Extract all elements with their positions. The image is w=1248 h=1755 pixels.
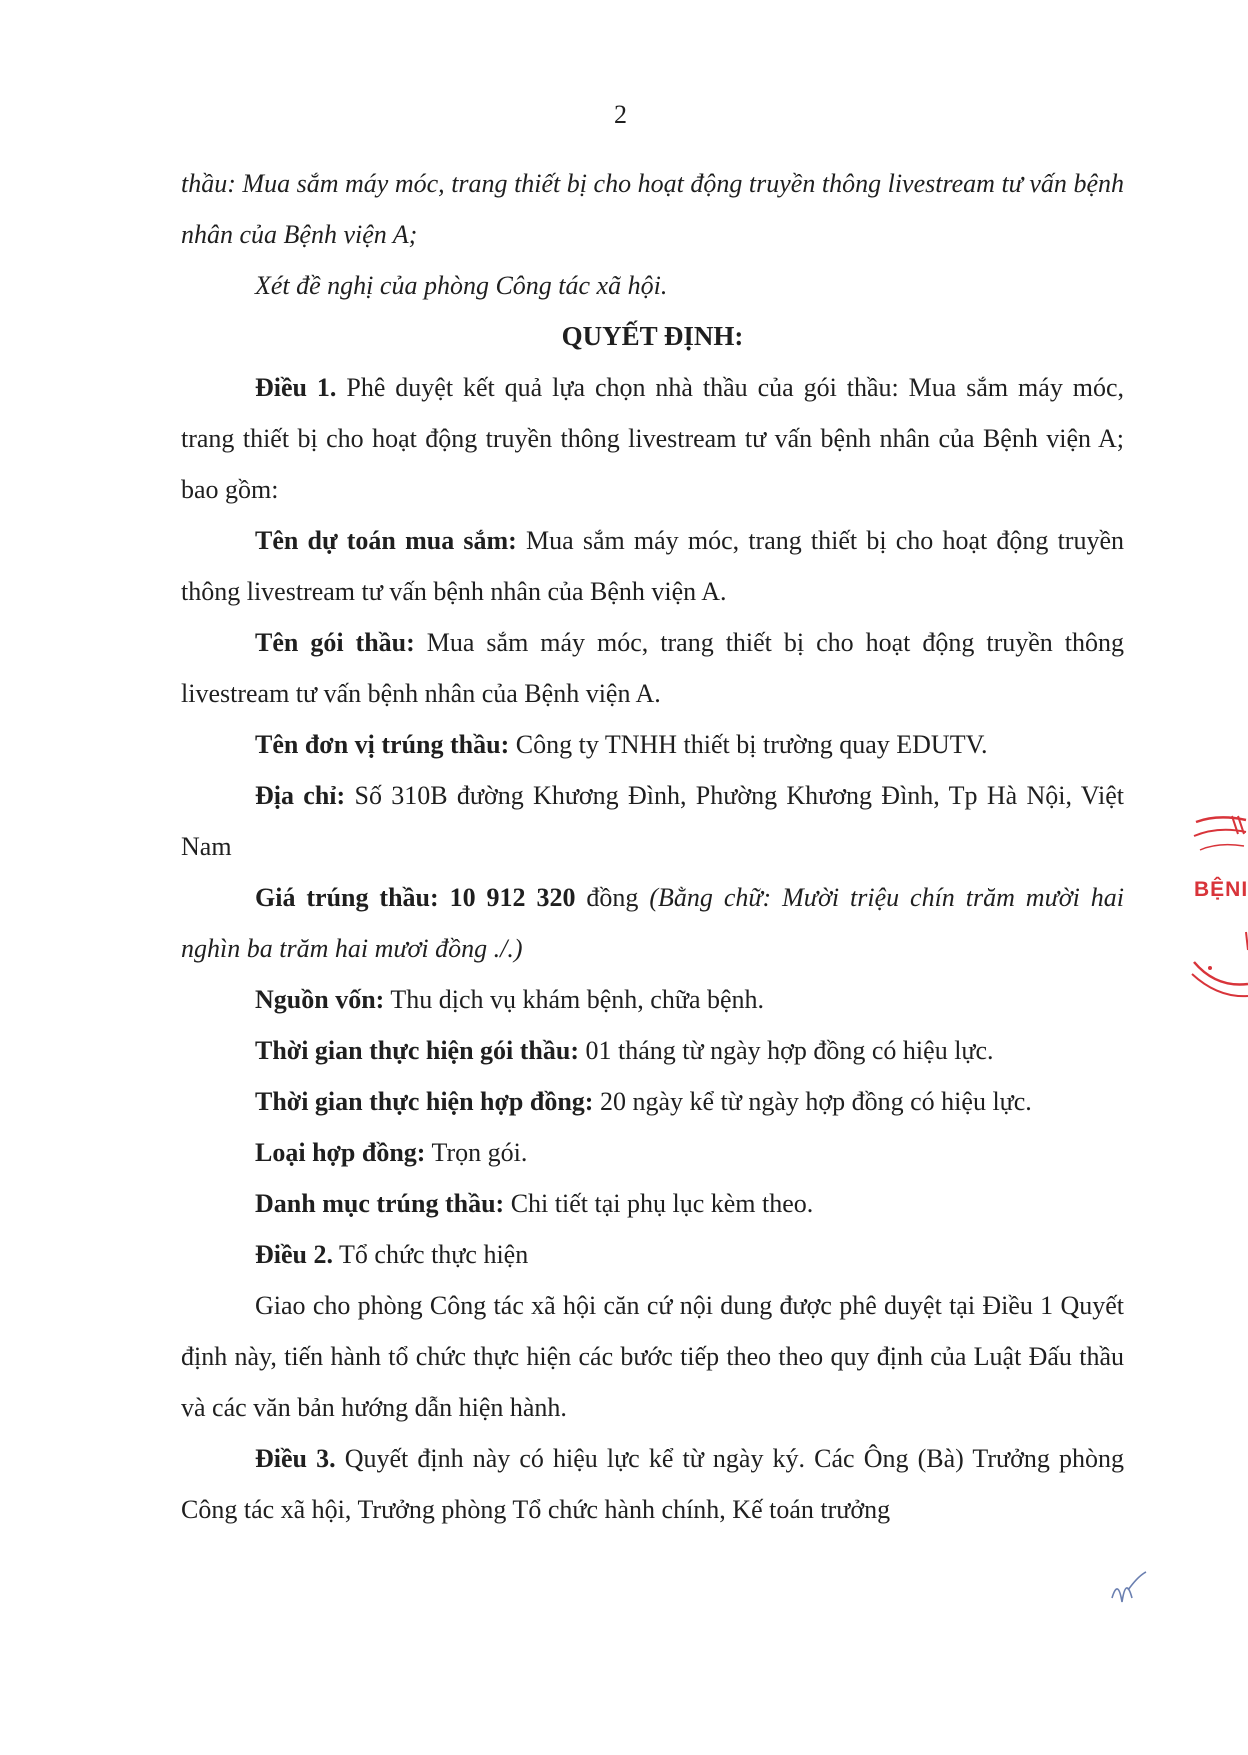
item-winning-list [181,1178,1124,1229]
item-package-name [181,617,1124,719]
price-unit: đồng [575,883,650,912]
item-label: Thời gian thực hiện hợp đồng: [255,1087,594,1116]
item-winning-price [181,872,1124,974]
article-2-label: Điều 2. [255,1240,333,1269]
item-label: Tên dự toán mua sắm: [255,526,517,555]
item-label: Tên đơn vị trúng thầu: [255,730,510,759]
item-value: Chi tiết tại phụ lục kèm theo. [504,1189,814,1218]
article-1-text: Phê duyệt kết quả lựa chọn nhà thầu của gói thầu: Mua sắm máy móc, trang thiết bị cho hoạt động truyền thông livestream tư vấn bệnh nhân của Bệnh viện A; bao gồm: [181,373,1125,504]
article-2-title: Tổ chức thực hiện [333,1240,529,1269]
article-1-label: Điều 1. [255,373,337,402]
red-seal-fragment-icon [1188,812,1248,1002]
item-label: Thời gian thực hiện gói thầu: [255,1036,580,1065]
item-label: Nguồn vốn: [255,985,385,1014]
article-3 [181,1433,1124,1535]
item-contract-type [181,1127,1124,1178]
article-3-label: Điều 3. [255,1444,336,1473]
article-2-heading [181,1229,1124,1280]
intro-line-1: thầu: Mua sắm máy móc, trang thiết bị cho hoạt động truyền thông livestream tư vấn bệnh nhân của Bệnh viện A; [181,169,1124,249]
article-3-text: Quyết định này có hiệu lực kể từ ngày ký. Các Ông (Bà) Trưởng phòng Công tác xã hội, Trưởng phòng Tổ chức hành chính, Kế toán trưởng [181,1444,1124,1524]
intro-line-2: Xét đề nghị của phòng Công tác xã hội. [255,271,668,300]
item-label: Tên gói thầu: [255,628,415,657]
article-2-text: Giao cho phòng Công tác xã hội căn cứ nội dung được phê duyệt tại Điều 1 Quyết định này, tiến hành tổ chức thực hiện các bước tiếp theo theo quy định của Luật Đấu thầu và các văn bản hướng dẫn hiện hành. [181,1291,1124,1422]
item-value: Thu dịch vụ khám bệnh, chữa bệnh. [384,985,765,1014]
item-label: Địa chỉ: [255,781,346,810]
article-1 [181,362,1124,515]
item-label: Loại hợp đồng: [255,1138,426,1167]
stamp-text: BỆNI [1194,878,1248,901]
handwritten-initial-icon [1108,1568,1148,1608]
item-value: Mua sắm máy móc, trang thiết bị cho hoạt động truyền thông livestream tư vấn bệnh nhân của Bệnh viện A. [181,628,1124,708]
item-value: 20 ngày kể từ ngày hợp đồng có hiệu lực. [593,1087,1032,1116]
page-number: 2 [614,100,627,129]
item-value: Số 310B đường Khương Đình, Phường Khương Đình, Tp Hà Nội, Việt Nam [181,781,1124,861]
item-funding-source [181,974,1124,1025]
price-label: Giá trúng thầu: 10 912 320 [255,883,576,912]
item-value: Trọn gói. [425,1138,528,1167]
item-value: Công ty TNHH thiết bị trường quay EDUTV. [509,730,988,759]
item-contract-duration [181,1076,1124,1127]
item-winner-name [181,719,1124,770]
item-package-duration [181,1025,1124,1076]
item-value: Mua sắm máy móc, trang thiết bị cho hoạt động truyền thông livestream tư vấn bệnh nhân của Bệnh viện A. [181,526,1125,606]
price-in-words: (Bằng chữ: Mười triệu chín trăm mười hai nghìn ba trăm hai mươi đồng ./.) [181,883,1125,963]
item-value: 01 tháng từ ngày hợp đồng có hiệu lực. [579,1036,994,1065]
decision-title: QUYẾT ĐỊNH: [561,321,744,351]
item-label: Danh mục trúng thầu: [255,1189,505,1218]
document-body [181,158,1124,1535]
item-estimate-name [181,515,1124,617]
item-address [181,770,1124,872]
